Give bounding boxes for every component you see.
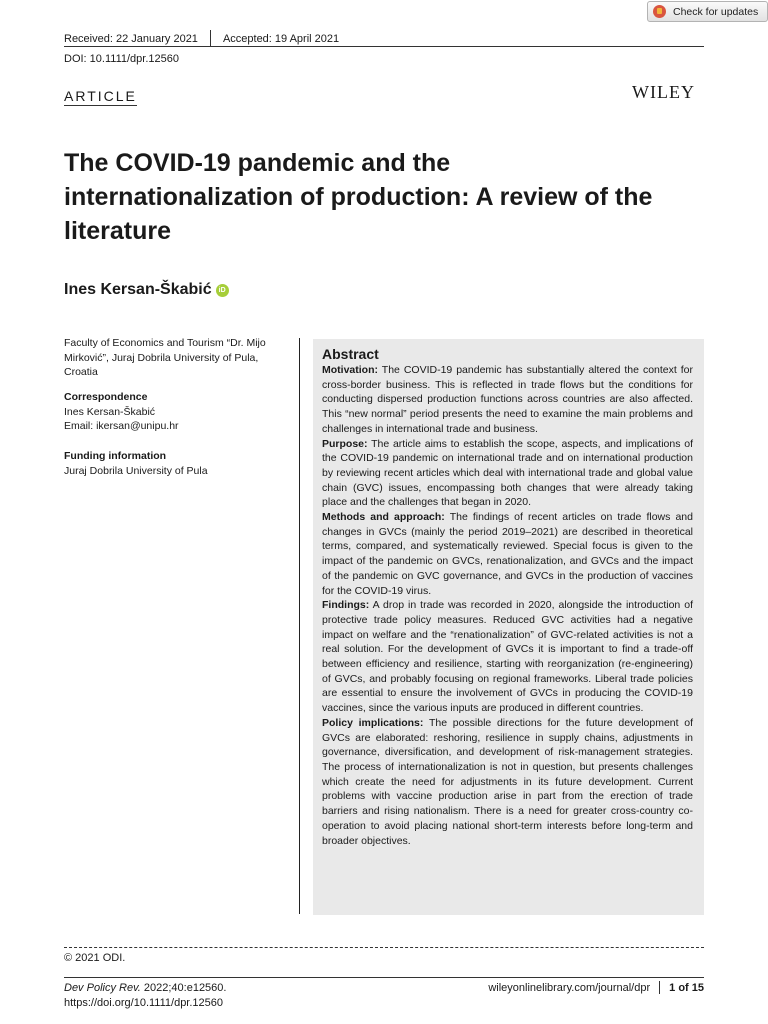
journal-site-link[interactable]: wileyonlinelibrary.com/journal/dpr (488, 981, 651, 994)
funding-text: Juraj Dobrila University of Pula (64, 464, 208, 477)
section-text: The COVID-19 pandemic has substantially altered the context for cross-border business. This is reflected in trade flows but the conditions for conducting dispersed production functions across countries are also affected. This “new normal” period presents the need to examine the main problems and challenges in international trade and business. (322, 364, 694, 435)
abstract-section-purpose (322, 437, 693, 511)
footer-right (488, 981, 704, 994)
section-text: The findings of recent articles on trade flows and changes in GVCs (mainly the period 2019–2021) are described in theoretical terms, compared, and systematically reviewed. Special focus is given to the impact of the pandemic on GVCs, renationalization, and GVCs and the impact of the pandemic on GVC governance, and GVCs in the production of vaccines for the COVID-19 virus. (322, 511, 693, 597)
abstract-section-policy (322, 716, 693, 848)
article-type-label: ARTICLE (64, 88, 137, 104)
affiliation: Faculty of Economics and Tourism “Dr. Mijo Mirković”, Juraj Dobrila University of Pula, Croatia (64, 337, 266, 379)
funding-heading: Funding information (64, 450, 167, 462)
copyright: © 2021 ODI. (64, 952, 126, 964)
dates-row (64, 30, 339, 47)
correspondence-name: Ines Kersan-Škabić (64, 405, 156, 418)
crossmark-icon (653, 5, 666, 18)
abstract-section-motivation (322, 363, 693, 437)
journal-issue: 2022;40:e12560. (143, 982, 227, 994)
section-text: A drop in trade was recorded in 2020, alongside the introduction of protective trade policy measures. Reduced GVC activities had a negative impact on welfare and the “renationalization” of GVC-related activities is not a real solution. For the development of GVCs it is important to find a trade-off between efficiency and resilience, starting with reorganization (re-engineering) of GVCs, and probably focusing on regional frameworks. Liberal trade policies are essential to ensure the involvement of GVCs in producing the COVID-19 vaccines, since the various inputs are produced in different countries. (322, 599, 693, 715)
abstract-heading: Abstract (322, 346, 379, 362)
author-line (64, 281, 229, 299)
section-label: Policy implications: (322, 716, 424, 729)
section-text: The possible directions for the future development of GVCs are elaborated: reshoring, resilience in supply chains, adjustments in governance, diversification, and development of risk-management strategies. The process of internationalization is not in question, but presents challenges which create the need for adjustments in its future development. Current problems with vaccine production arise in part from the erection of trade barriers and rising nationalism. There is a need for greater cross-country co-operation to avoid placing national short-term interests before long-term and broader objectives. (322, 716, 694, 847)
received-date: Received: 22 January 2021 (64, 32, 198, 45)
journal-citation (64, 981, 226, 1011)
section-label: Purpose: (322, 437, 368, 450)
doi-link[interactable]: DOI: 10.1111/dpr.12560 (64, 53, 179, 65)
author-name: Ines Kersan-Škabić (64, 281, 212, 298)
check-for-updates-button[interactable] (647, 1, 768, 22)
abstract-section-methods (322, 510, 693, 598)
footer-rule (64, 977, 704, 978)
section-text: The article aims to establish the scope, aspects, and implications of the COVID-19 pandemic on international trade and on international production by reviewing recent articles which deal with international trade and global value chain (GVC) issues, encompassing both changes that were already taking place and the challenges that began in 2020. (322, 437, 693, 509)
abstract-box (313, 339, 704, 915)
check-for-updates-label: Check for updates (673, 5, 759, 18)
publisher-logo: WILEY (632, 82, 695, 102)
correspondence-block (64, 390, 290, 434)
journal-name: Dev Policy Rev. (64, 982, 141, 994)
section-label: Findings: (322, 599, 370, 612)
column-divider (299, 338, 300, 914)
correspondence-heading: Correspondence (64, 391, 148, 403)
orcid-icon[interactable]: iD (216, 284, 229, 297)
footer-divider (659, 981, 660, 994)
accepted-date: Accepted: 19 April 2021 (222, 32, 340, 45)
journal-doi-link[interactable]: https://doi.org/10.1111/dpr.12560 (64, 997, 224, 1009)
section-label: Motivation: (322, 364, 378, 376)
abstract-section-findings (322, 598, 693, 716)
correspondence-email[interactable]: Email: ikersan@unipu.hr (64, 420, 179, 433)
page-number: 1 of 15 (669, 981, 704, 994)
footer-dashed-rule (64, 947, 704, 948)
article-title: The COVID-19 pandemic and the internationalization of production: A review of the literature (64, 149, 653, 245)
funding-block (64, 449, 290, 478)
abstract-body (322, 363, 693, 848)
section-label: Methods and approach: (322, 511, 445, 524)
dates-divider (210, 30, 211, 47)
header-rule (64, 46, 704, 47)
